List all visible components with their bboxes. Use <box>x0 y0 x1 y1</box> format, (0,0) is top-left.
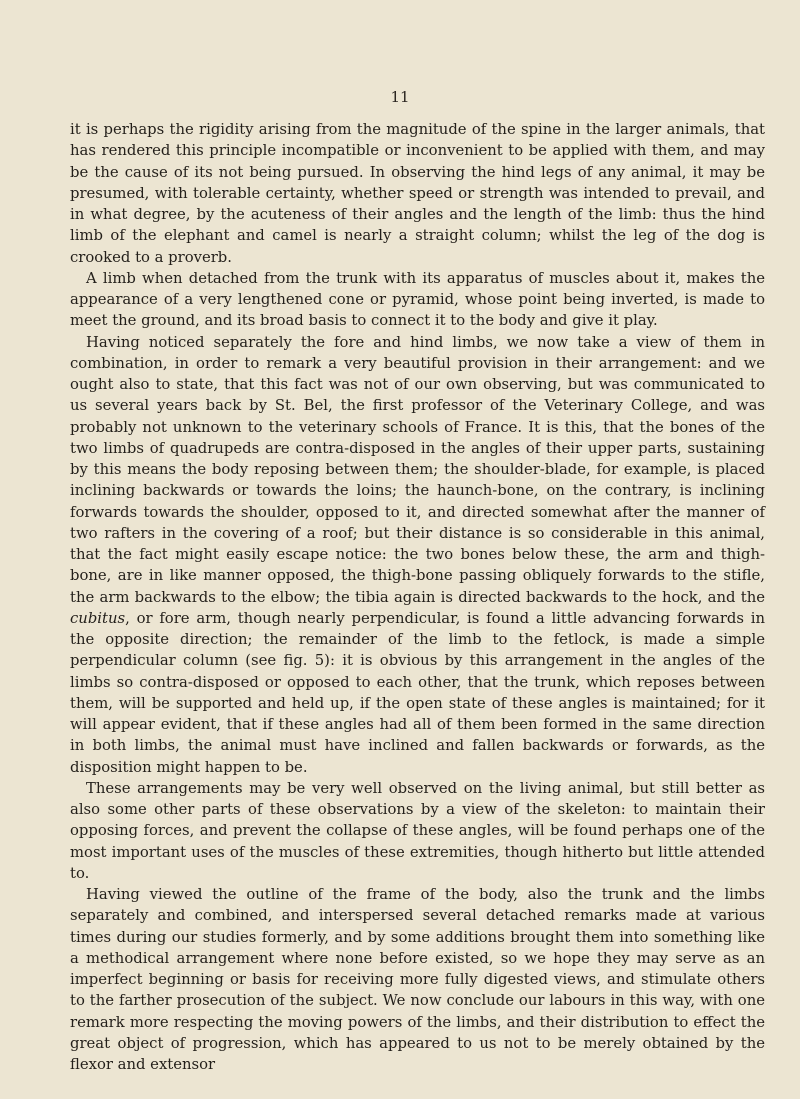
italic-term-cubitus: cubitus <box>70 609 126 627</box>
paragraph-4 <box>70 778 765 884</box>
paragraph-text: it is perhaps the rigidity arising from the magnitude of the spine in the larger animals, that has rendered this principle incompatible or inconvenient to be applied with them, and may be the cause of its not being pursued. In observing the hind legs of any animal, it may be presumed, with tolerable certainty, whether speed or strength was intended to prevail, and in what degree, by the acuteness of their angles and the length of the limb: thus the hind limb of the elephant and camel is nearly a straight column; whilst the leg of the dog is crooked to a proverb. <box>70 121 765 266</box>
paragraph-3 <box>70 332 765 778</box>
paragraph-text: Having viewed the outline of the frame of the body, also the trunk and the limbs separately and combined, and interspersed several detached remarks made at various times during our studies formerly, and by some additions brought them into something like a methodical arrangement where none before existed, so we hope they may serve as an imperfect beginning or basis for receiving more fully digested views, and stimulate others to the farther prosecution of the subject. We now conclude our labours in this way, with one remark more respecting the moving powers of the limbs, and their distribution to effect the great object of progression, which has appeared to us not to be merely obtained by the flexor and extensor <box>70 886 765 1073</box>
body-text <box>70 119 765 1075</box>
paragraph-text: Having noticed separately the fore and hind limbs, we now take a view of them in combination, in order to remark a very beautiful provision in their arrangement: and we ought also to state, that this fact was not of our own observing, but was communicated to us several years back by St. Bel, the first professor of the Veterinary College, and was probably not unknown to the veterinary schools of France. It is this, that the bones of the two limbs of quadrupeds are contra-disposed in the angles of their upper parts, sustaining by this means the body reposing between them; the shoulder-blade, for example, is placed inclining backwards or towards the loins; the haunch-bone, on the contrary, is inclining forwards towards the shoulder, opposed to it, and directed somewhat after the manner of two rafters in the covering of a roof; but their distance is so considerable in this animal, that the fact might easily escape notice: the two bones below these, the arm and thigh-bone, are in like manner opposed, the thigh-bone passing obliquely forwards to the stifle, the arm backwards to the elbow; the tibia again is directed backwards to the hock, and the <box>70 333 765 606</box>
paragraph-text: These arrangements may be very well observed on the living animal, but still better as also some other parts of these observations by a view of the skeleton: to maintain their opposing forces, and prevent the collapse of these angles, will be found perhaps one of the most important uses of the muscles of these extremities, though hitherto but little attended to. <box>70 779 765 882</box>
paragraph-2 <box>70 268 765 332</box>
paragraph-text: A limb when detached from the trunk with its apparatus of muscles about it, makes the appearance of a very lengthened cone or pyramid, whose point being inverted, is made to meet the ground, and its broad basis to connect it to the body and give it play. <box>70 269 765 330</box>
paragraph-1 <box>70 119 765 268</box>
paragraph-text: , or fore arm, though nearly perpendicular, is found a little advancing forwards in the opposite direction; the remainder of the limb to the fetlock, is made a simple perpendicular column (see fig. 5): it is obvious by this arrangement in the angles of the limbs so contra-disposed or opposed to each other, that the trunk, which reposes between them, will be supported and held up, if the open state of these angles is maintained; for it will appear evident, that if these angles had all of them been formed in the same direction in both limbs, the animal must have inclined and fallen backwards or forwards, as the disposition might happen to be. <box>70 609 765 776</box>
paragraph-5 <box>70 884 765 1075</box>
page-number: 11 <box>390 88 410 106</box>
